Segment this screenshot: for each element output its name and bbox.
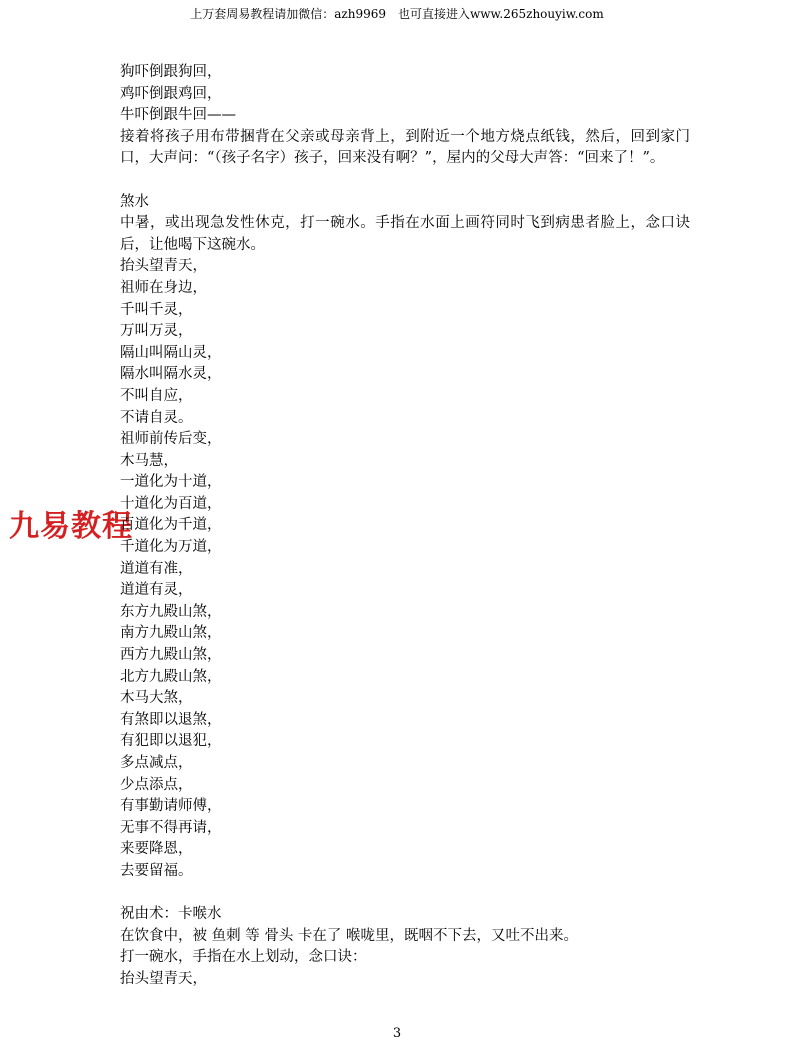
text-line: 有犯即以退犯， (120, 733, 222, 750)
text-line: 千叫千灵， (120, 301, 193, 318)
text-line: 祖师在身边， (120, 279, 207, 296)
text-line: 南方九殿山煞， (120, 625, 222, 642)
text-line: 打一碗水，手指在水上划动，念口诀： (120, 949, 367, 966)
paragraph: 中暑，或出现急发性休克，打一碗水。手指在水面上画符同时飞到病患者脸上，念口诀后，让他喝下这碗水。 (120, 215, 690, 253)
page-header: 上万套周易教程请加微信：azh9969 也可直接进入www.265zhouyiw.com (190, 7, 604, 21)
text-line: 隔山叫隔山灵， (120, 344, 222, 361)
text-line: 在饮食中，被 鱼刺 等 骨头 卡在了 喉咙里，既咽不下去，又吐不出来。 (120, 927, 579, 944)
text-line: 少点添点， (120, 776, 193, 793)
spacer (120, 883, 690, 905)
text-line: 去要留福。 (120, 862, 193, 879)
text-line: 来要降恩， (120, 841, 193, 858)
text-line: 抬头望青天， (120, 258, 207, 275)
text-line: 不请自灵。 (120, 409, 193, 426)
text-line: 一道化为十道， (120, 474, 222, 491)
text-line: 有事勤请师傅， (120, 798, 222, 815)
page-number: 3 (392, 1026, 402, 1041)
text-line: 抬头望青天， (120, 970, 207, 987)
spacer (120, 170, 690, 192)
section-1 (120, 62, 690, 170)
text-line: 牛吓倒跟牛回—— (120, 107, 236, 124)
paragraph: 接着将孩子用布带捆背在父亲或母亲背上，到附近一个地方烧点纸钱，然后，回到家门口，大声问：“（孩子名字）孩子，回来没有啊？”，屋内的父母大声答：“回来了！”。 (120, 128, 690, 167)
text-line: 百道化为千道， (120, 517, 222, 534)
text-line: 无事不得再请， (120, 819, 222, 836)
section-title: 煞水 (120, 193, 149, 210)
text-line: 祖师前传后变， (120, 431, 222, 448)
text-line: 万叫万灵， (120, 323, 193, 340)
text-line: 不叫自应， (120, 387, 193, 404)
text-line: 木马大煞， (120, 690, 193, 707)
watermark-logo: 九易教程 (9, 509, 133, 544)
section-2 (120, 192, 690, 883)
section-title: 祝由术：卡喉水 (120, 906, 222, 923)
text-line: 道道有灵， (120, 582, 193, 599)
text-line: 十道化为百道， (120, 495, 222, 512)
section-3 (120, 904, 690, 990)
text-line: 北方九殿山煞， (120, 668, 222, 685)
text-line: 狗吓倒跟狗回， (120, 64, 222, 80)
text-line: 多点减点， (120, 755, 193, 771)
text-line: 木马慧， (120, 452, 178, 469)
text-line: 西方九殿山煞， (120, 647, 222, 664)
text-line: 道道有准， (120, 560, 193, 577)
text-line: 千道化为万道， (120, 539, 222, 556)
text-line: 鸡吓倒跟鸡回， (120, 85, 222, 102)
document-body (120, 62, 690, 991)
text-line: 隔水叫隔水灵， (120, 366, 222, 383)
text-line: 有煞即以退煞， (120, 711, 222, 728)
text-line: 东方九殿山煞， (120, 603, 222, 620)
